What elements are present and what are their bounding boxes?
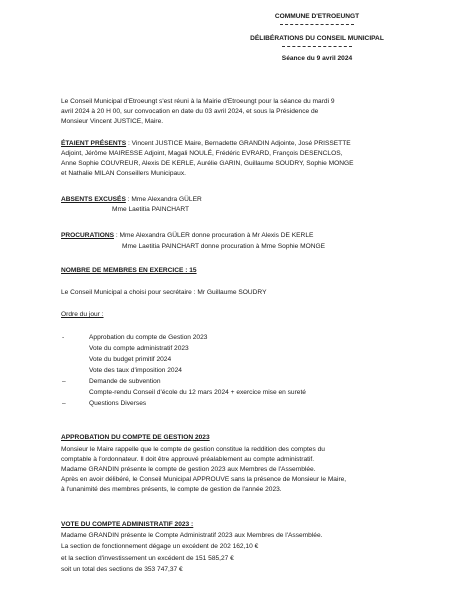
excuses-line (61, 196, 202, 204)
ordre-item: Compte-rendu Conseil d'école du 12 mars 2024 + exercice mise en sureté (89, 389, 306, 396)
ordre-item: Demande de subvention (89, 378, 161, 385)
gestion-line: Madame GRANDIN présente le compte de gestion 2023 aux Membres de l'Assemblée. (61, 466, 316, 473)
ordre-item: Vote des taux d'imposition 2024 (89, 367, 182, 374)
presents-line: Adjoint, Jérôme MAIRESSE Adjoint, Magali NOULÉ, Frédéric EVRARD, François DESENCLOS, (61, 150, 343, 157)
gestion-line: comptable à l'ordonnateur. Il doit être approuvé préalablement au compte administratif. (61, 456, 315, 463)
ordre-item: Approbation du compte de Gestion 2023 (89, 334, 208, 341)
header-divider (282, 46, 352, 47)
administratif-line: Madame GRANDIN présente le Compte Administratif 2023 aux Membres de l'Assemblée. (61, 532, 323, 539)
gestion-line: Monsieur le Maire rappelle que le compte de gestion constitue la reddition des comptes du (61, 446, 325, 453)
administratif-line: soit un total des sections de 353 747,37 € (61, 566, 183, 573)
excuses-text: : Mme Alexandra GÜLER (127, 196, 202, 203)
intro-line: Le Conseil Municipal d'Etroeungt s'est réuni à la Mairie d'Etroeungt pour la séance du mardi 9 (61, 98, 335, 105)
bullet-dash: – (62, 400, 66, 407)
ordre-item: Vote du budget primitif 2024 (89, 356, 172, 363)
seance-date: Séance du 9 avril 2024 (281, 55, 353, 62)
presents-label: ÉTAIENT PRÉSENTS (61, 140, 127, 147)
deliberations-title: DÉLIBÉRATIONS DU CONSEIL MUNICIPAL (250, 35, 384, 42)
excuses-label: ABSENTS EXCUSÉS (61, 196, 126, 203)
ordre-item: Vote du compte administratif 2023 (89, 345, 189, 352)
bullet-dash: – (62, 378, 66, 385)
procurations-line: Mme Laetitia PAINCHART donne procuration à Mme Sophie MONGE (122, 243, 326, 250)
administratif-line: La section de fonctionnement dégage un excédent de 202 162,10 € (61, 543, 259, 550)
membres-count: NOMBRE DE MEMBRES EN EXERCICE : 15 (61, 267, 197, 274)
procurations-text: : Mme Alexandra GÜLER donne procuration à Mr Alexis DE KERLE (115, 232, 314, 239)
header-divider (280, 24, 354, 25)
ordre-label: Ordre du jour : (61, 311, 104, 318)
procurations-label: PROCURATIONS (61, 232, 114, 239)
presents-line: Anne Sophie COUVREUR, Alexis DE KERLE, Aurélie GARIN, Guillaume SOUDRY, Sophie MONGE (61, 160, 354, 167)
administratif-line: et la section d'investissement un excédent de 151 585,27 € (61, 555, 234, 562)
intro-line: Monsieur Vincent JUSTICE, Maire. (61, 118, 164, 125)
gestion-line: à l'unanimité des membres présents, le compte de gestion de l'année 2023. (61, 486, 282, 493)
ordre-item: Questions Diverses (89, 400, 147, 407)
administratif-title: VOTE DU COMPTE ADMINISTRATIF 2023 : (61, 521, 194, 528)
presents-line: et Nathalie MILAN Conseillers Municipaux. (61, 170, 186, 177)
procurations-line (61, 232, 313, 240)
gestion-title: APPROBATION DU COMPTE DE GESTION 2023 (61, 434, 210, 441)
presents-text: : Vincent JUSTICE Maire, Bernadette GRANDIN Adjointe, José PRISSETTE (127, 140, 351, 147)
secretaire-line: Le Conseil Municipal a choisi pour secrétaire : Mr Guillaume SOUDRY (61, 289, 267, 296)
presents-line (61, 140, 351, 148)
gestion-line: Après en avoir délibéré, le Conseil Municipal APPROUVE sans la présence de Monsieur le Maire, (61, 476, 347, 483)
commune-title: COMMUNE D'ETROEUNGT (274, 13, 360, 20)
bullet-dash: - (62, 334, 65, 341)
intro-line: avril 2024 à 20 H 00, sur convocation en date du 03 avril 2024, et sous la Présidence de (61, 108, 319, 115)
excuses-line: Mme Laetitia PAINCHART (112, 206, 190, 213)
